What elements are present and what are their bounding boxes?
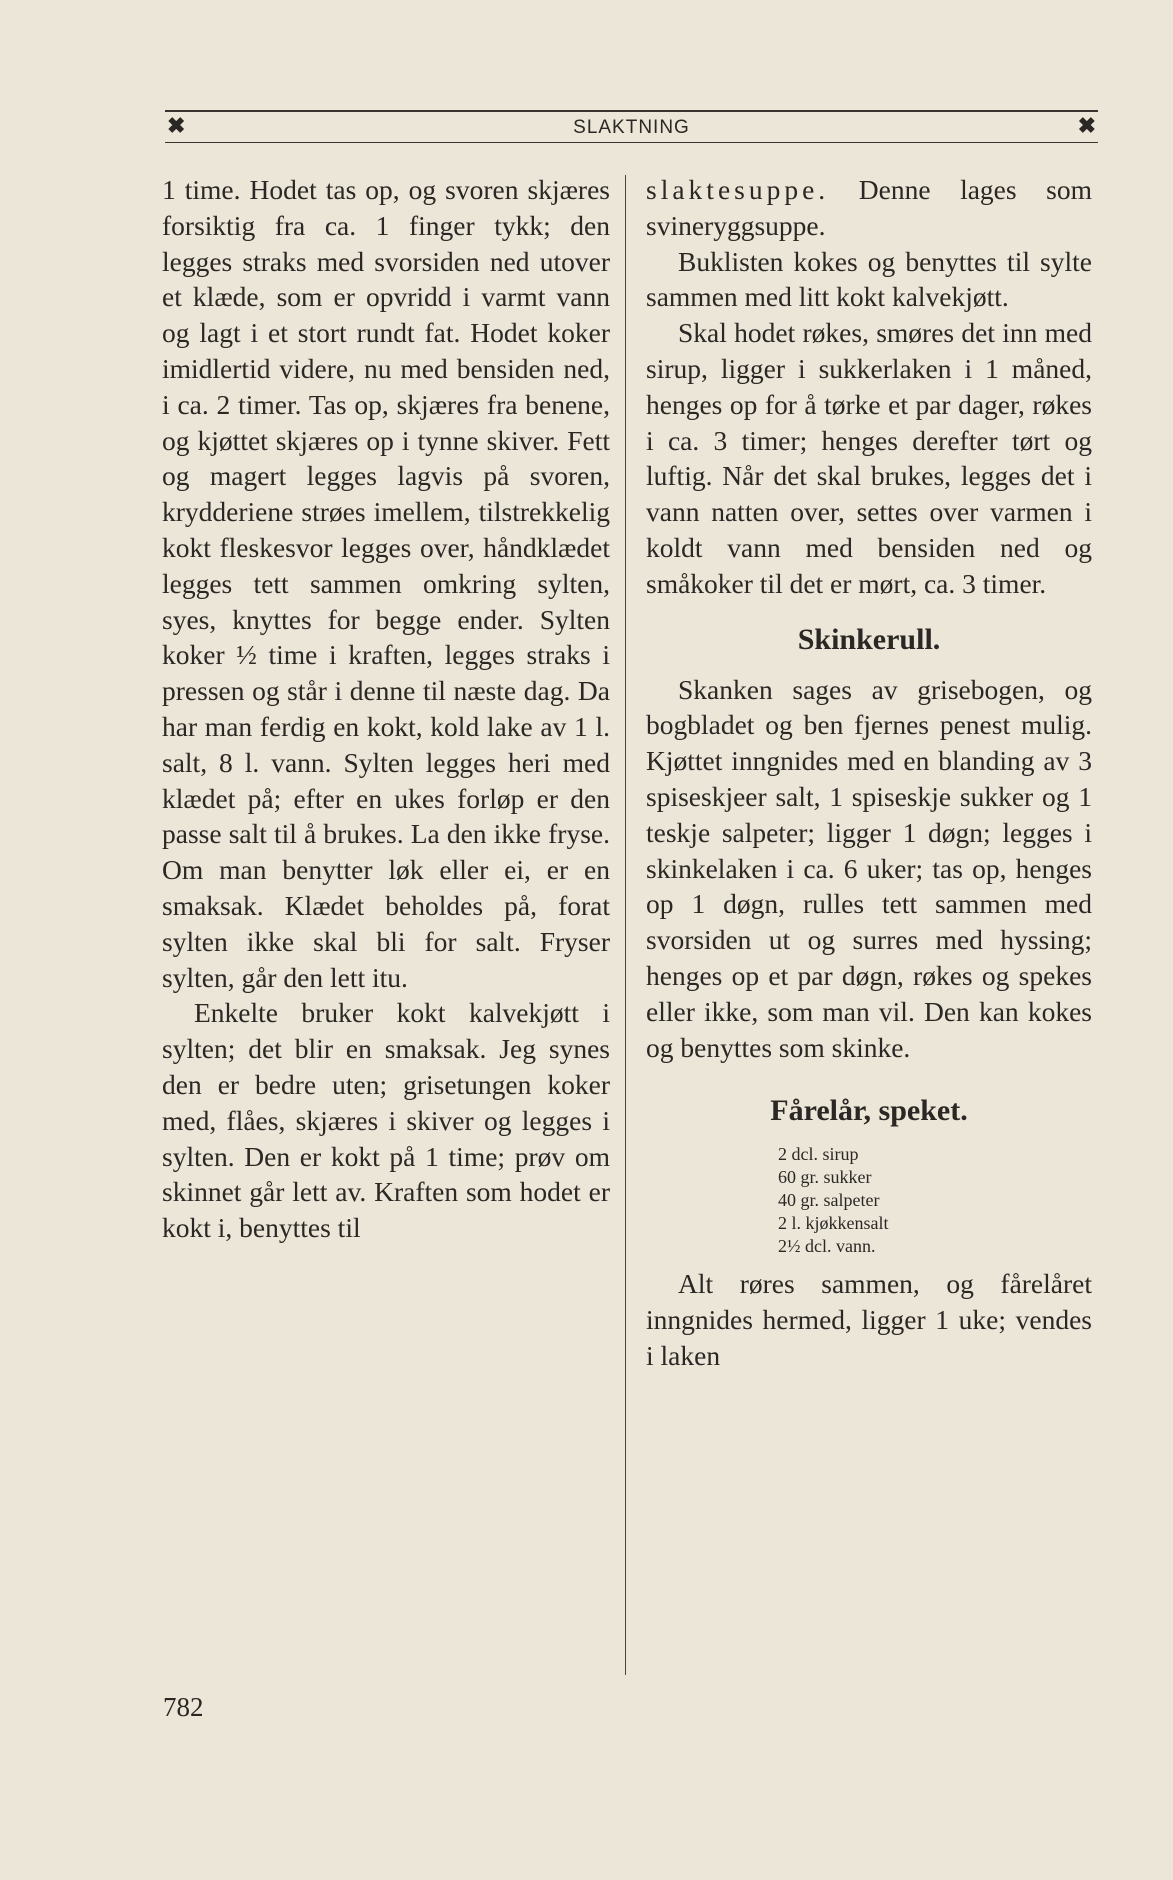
paragraph: Enkelte bruker kokt kalvekjøtt i sylten; det blir en smaksak. Jeg synes den er bedre uten; grisetungen koker med, flåes, skjæres i skiver og legges i sylten. Den er kokt på 1 time; prøv om skinnet går lett av. Kraften som hodet er kokt i, benyttes til	[162, 997, 610, 1244]
running-title: SLAKTNING	[573, 117, 690, 138]
column-divider	[625, 175, 626, 1675]
left-column	[162, 172, 610, 1246]
paragraph	[646, 172, 1092, 244]
section-heading: Skinkerull.	[797, 622, 941, 656]
ingredient-item: 60 gr. sukker	[778, 1167, 872, 1188]
page-number: 782	[163, 1692, 204, 1722]
right-column	[646, 172, 1092, 1374]
paragraph: Skal hodet røkes, smøres det inn med sirup, ligger i sukkerlaken i 1 måned, henges op for å tørke et par dager, røkes i ca. 3 timer; henges derefter tørt og luftig. Når det skal brukes, legges det i vann natten over, settes over varmen i koldt vann med bensiden ned og småkoker til det er mørt, ca. 3 timer.	[646, 317, 1092, 599]
ingredient-item: 2 dcl. sirup	[778, 1144, 859, 1165]
ingredient-item: 2 l. kjøkkensalt	[778, 1213, 889, 1234]
spaced-term: slaktesuppe.	[646, 174, 830, 205]
header-rule-top	[165, 110, 1098, 112]
paragraph: Skanken sages av grisebogen, og bogbladet og ben fjernes penest mulig. Kjøttet inngnides med en blanding av 3 spiseskjeer salt, 1 spiseskje sukker og 1 teskje salpeter; ligger 1 døgn; legges i skinkelaken i ca. 6 uker; tas op, henges op 1 døgn, rulles tett sammen med svorsiden ut og surres med hyssing; henges op et par døgn, røkes og spekes eller ikke, som man vil. Den kan kokes og benyttes som skinke.	[646, 673, 1092, 1063]
paragraph: Alt røres sammen, og fårelåret inngnides hermed, ligger 1 uke; vendes i laken	[646, 1268, 1092, 1371]
ingredient-list	[646, 1143, 1092, 1258]
ornament-icon: ✖	[167, 113, 186, 138]
section-heading: Fårelår, speket.	[770, 1094, 968, 1128]
paragraph: Buklisten kokes og benyttes til sylte sammen med litt kokt kalvekjøtt.	[646, 245, 1092, 313]
header-rule-bottom	[165, 142, 1098, 143]
ingredient-item: 2½ dcl. vann.	[778, 1236, 876, 1257]
ingredient-item: 40 gr. salpeter	[778, 1190, 880, 1211]
paragraph: 1 time. Hodet tas op, og svoren skjæres forsiktig fra ca. 1 finger tykk; den legges straks med svorsiden ned utover et klæde, som er opvridd i varmt vann og lagt i et stort rundt fat. Hodet koker imidlertid videre, nu med bensiden ned, i ca. 2 timer. Tas op, skjæres fra benene, og kjøttet skjæres op i tynne skiver. Fett og magert legges lagvis på svoren, krydderiene strøes imellem, tilstrekkelig kokt fleskesvor legges over, håndklædet legges tett sammen omkring sylten, syes, knyttes for begge ender. Sylten koker ½ time i kraften, legges straks i pressen og står i denne til næste dag. Da har man ferdig en kokt, kold lake av 1 l. salt, 8 l. vann. Sylten legges heri med klædet på; efter en ukes forløp er den passe salt til å brukes. La den ikke fryse. Om man benytter løk eller ei, er en smaksak. Klædet beholdes på, forat sylten ikke skal bli for salt. Fryser sylten, går den lett itu.	[162, 174, 610, 993]
running-head	[165, 108, 1098, 144]
ornament-icon: ✖	[1077, 113, 1096, 138]
paragraph-text: Denne lages som svineryggsuppe.	[646, 174, 1092, 241]
